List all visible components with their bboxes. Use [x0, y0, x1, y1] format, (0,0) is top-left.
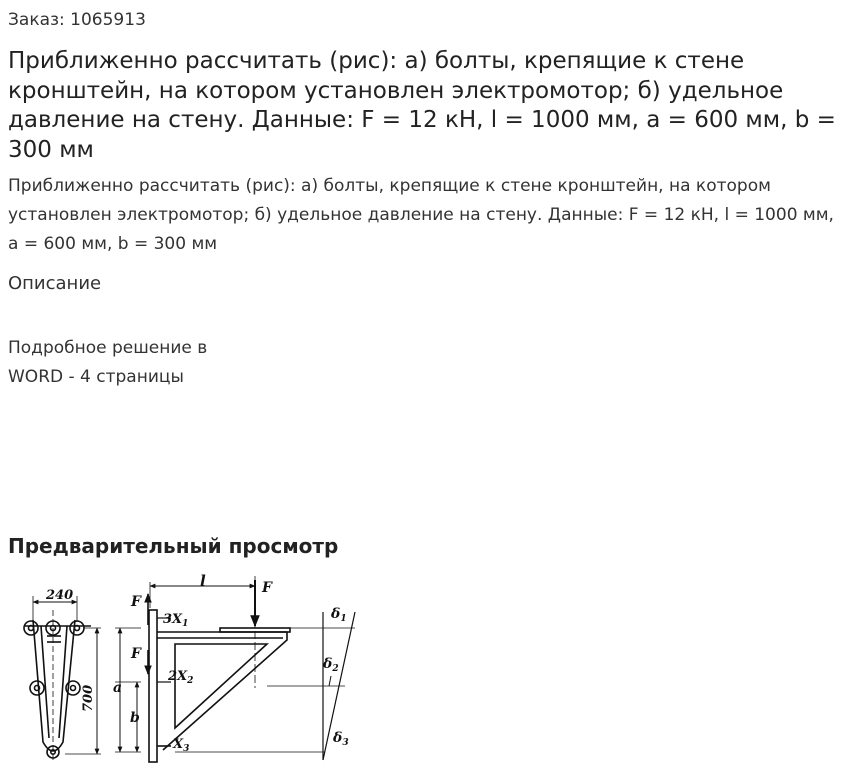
problem-summary: Приближенно рассчитать (рис): а) болты, крепящие к стене кронштейн, на котором установлен электромотор; б) удельное давление на стену. Данные: F = 12 кН, l = 1000 мм, a = 600 мм, b = 300 мм	[8, 176, 834, 254]
order-number: Заказ: 1065913	[8, 10, 146, 30]
description-line-1: Подробное решение в	[8, 338, 208, 358]
reaction-x2-label: $2X_2$	[168, 669, 194, 686]
reaction-x3-label: $X_3$	[173, 737, 190, 754]
dim-b-label: b	[130, 710, 140, 726]
length-l-label: l	[200, 572, 206, 590]
dim-700-label: 700	[81, 684, 96, 712]
description-heading: Описание	[8, 273, 102, 294]
delta-1-label: $\delta_1$	[331, 606, 347, 624]
force-f-lower-label: F	[131, 646, 141, 662]
force-f-upper-label: F	[131, 594, 141, 610]
dim-a-label: a	[113, 680, 123, 696]
reaction-x1-label: $3X_1$	[163, 612, 189, 629]
description-line-2: WORD - 4 страницы	[8, 367, 184, 387]
bracket-front-view	[24, 596, 101, 760]
bracket-figure	[15, 570, 365, 770]
dim-240-label: 240	[46, 588, 74, 603]
bracket-side-view	[115, 576, 355, 762]
description-text	[8, 334, 268, 392]
force-f-label: F	[262, 580, 272, 596]
page-title: Приближенно рассчитать (рис): а) болты, крепящие к стене кронштейн, на котором установлен электромотор; б) удельное давление на стену. Данные: F = 12 кН, l = 1000 мм, a = 600 мм, b = 300 мм	[8, 48, 836, 163]
delta-3-label: $\delta_3$	[333, 730, 349, 748]
delta-2-label: $\delta_2$	[323, 656, 339, 674]
preview-heading: Предварительный просмотр	[8, 534, 339, 558]
